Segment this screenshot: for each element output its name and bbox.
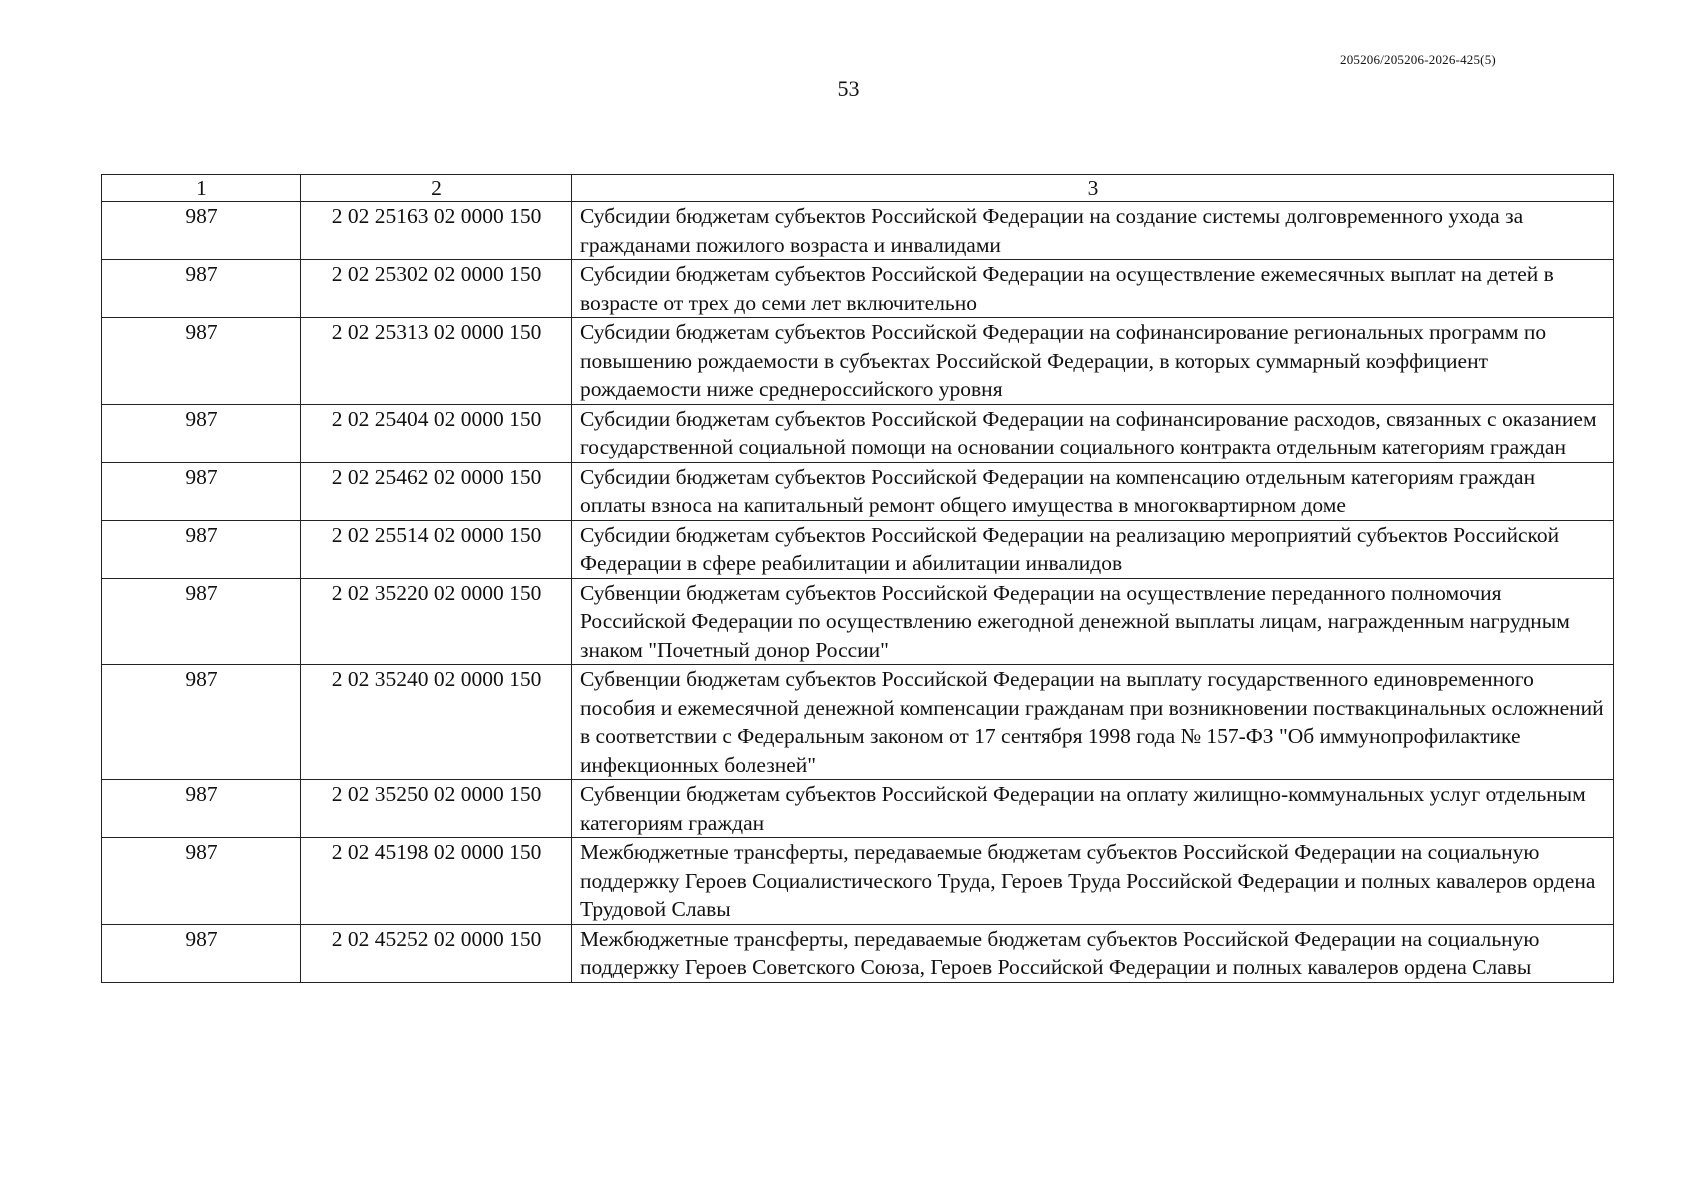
budget-code-cell: 2 02 25462 02 0000 150 [301, 462, 572, 520]
admin-code-cell: 987 [102, 462, 301, 520]
table-row [102, 462, 1614, 520]
revenue-name-cell: Субвенции бюджетам субъектов Российской Федерации на оплату жилищно-коммунальных услуг отдельным категориям граждан [572, 780, 1614, 838]
table-row [102, 520, 1614, 578]
budget-code-cell: 2 02 25404 02 0000 150 [301, 404, 572, 462]
budget-code-cell: 2 02 35250 02 0000 150 [301, 780, 572, 838]
admin-code-cell: 987 [102, 520, 301, 578]
admin-code-cell: 987 [102, 318, 301, 405]
revenue-name-cell: Субсидии бюджетам субъектов Российской Федерации на софинансирование расходов, связанных с оказанием государственной социальной помощи на основании социального контракта отдельным категориям граждан [572, 404, 1614, 462]
budget-code-cell: 2 02 25163 02 0000 150 [301, 202, 572, 260]
revenue-name-cell: Субвенции бюджетам субъектов Российской Федерации на выплату государственного единовременного пособия и ежемесячной денежной компенсации гражданам при возникновении поствакцинальных осложнений в соответствии с Федеральным законом от 17 сентября 1998 года № 157-ФЗ "Об иммунопрофилактике инфекционных болезней" [572, 665, 1614, 780]
budget-code-cell: 2 02 45198 02 0000 150 [301, 838, 572, 925]
table-row [102, 838, 1614, 925]
revenue-name-cell: Субсидии бюджетам субъектов Российской Федерации на реализацию мероприятий субъектов Российской Федерации в сфере реабилитации и абилитации инвалидов [572, 520, 1614, 578]
budget-code-cell: 2 02 25514 02 0000 150 [301, 520, 572, 578]
revenue-name-cell: Межбюджетные трансферты, передаваемые бюджетам субъектов Российской Федерации на социальную поддержку Героев Социалистического Труда, Героев Труда Российской Федерации и полных кавалеров ордена Трудовой Славы [572, 838, 1614, 925]
table-row [102, 924, 1614, 982]
revenue-name-cell: Межбюджетные трансферты, передаваемые бюджетам субъектов Российской Федерации на социальную поддержку Героев Советского Союза, Героев Российской Федерации и полных кавалеров ордена Славы [572, 924, 1614, 982]
column-header-2: 2 [301, 175, 572, 202]
table-row [102, 202, 1614, 260]
admin-code-cell: 987 [102, 578, 301, 665]
admin-code-cell: 987 [102, 838, 301, 925]
column-header-3: 3 [572, 175, 1614, 202]
budget-revenue-table [101, 174, 1614, 983]
budget-code-cell: 2 02 25302 02 0000 150 [301, 260, 572, 318]
admin-code-cell: 987 [102, 260, 301, 318]
revenue-name-cell: Субсидии бюджетам субъектов Российской Федерации на софинансирование региональных программ по повышению рождаемости в субъектах Российской Федерации, в которых суммарный коэффициент рождаемости ниже среднероссийского уровня [572, 318, 1614, 405]
admin-code-cell: 987 [102, 404, 301, 462]
page-number: 53 [837, 76, 860, 101]
table-row [102, 318, 1614, 405]
budget-code-cell: 2 02 35240 02 0000 150 [301, 665, 572, 780]
table-row [102, 578, 1614, 665]
revenue-name-cell: Субвенции бюджетам субъектов Российской Федерации на осуществление переданного полномочия Российской Федерации по осуществлению ежегодной денежной выплаты лицам, награжденным нагрудным знаком "Почетный донор России" [572, 578, 1614, 665]
table-row [102, 404, 1614, 462]
admin-code-cell: 987 [102, 780, 301, 838]
revenue-name-cell: Субсидии бюджетам субъектов Российской Федерации на осуществление ежемесячных выплат на детей в возрасте от трех до семи лет включительно [572, 260, 1614, 318]
admin-code-cell: 987 [102, 665, 301, 780]
table-row [102, 665, 1614, 780]
table-row [102, 780, 1614, 838]
column-header-1: 1 [102, 175, 301, 202]
budget-code-cell: 2 02 45252 02 0000 150 [301, 924, 572, 982]
admin-code-cell: 987 [102, 924, 301, 982]
budget-code-cell: 2 02 35220 02 0000 150 [301, 578, 572, 665]
admin-code-cell: 987 [102, 202, 301, 260]
revenue-name-cell: Субсидии бюджетам субъектов Российской Федерации на компенсацию отдельным категориям граждан оплаты взноса на капитальный ремонт общего имущества в многоквартирном доме [572, 462, 1614, 520]
document-id: 205206/205206-2026-425(5) [1340, 52, 1496, 67]
table-header-row [102, 175, 1614, 202]
table-row [102, 260, 1614, 318]
revenue-name-cell: Субсидии бюджетам субъектов Российской Федерации на создание системы долговременного ухода за гражданами пожилого возраста и инвалидами [572, 202, 1614, 260]
budget-code-cell: 2 02 25313 02 0000 150 [301, 318, 572, 405]
